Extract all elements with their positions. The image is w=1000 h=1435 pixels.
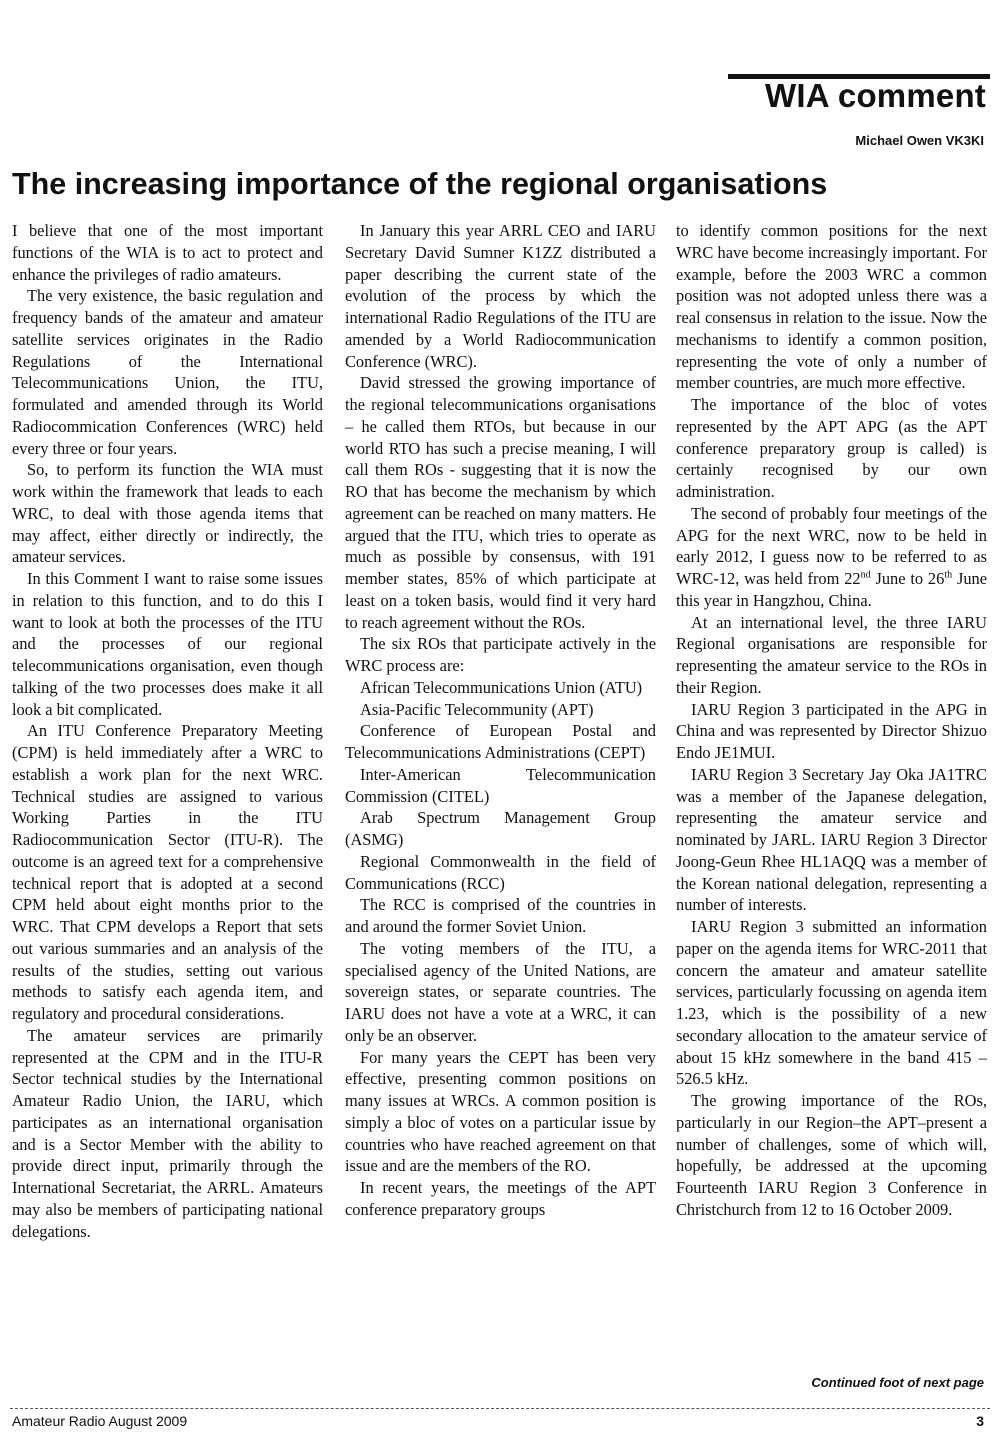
paragraph: The importance of the bloc of votes represented by the APT APG (as the APT conference preparatory group is called) is certainly recognised by our own administration. — [676, 395, 987, 501]
column-2 — [345, 220, 656, 1221]
paragraph: The voting members of the ITU, a specialised agency of the United Nations, are sovereign states, or separate countries. The IARU does not have a vote at a WRC, it can only be an observer. — [345, 938, 656, 1045]
footer-publication: Amateur Radio August 2009 — [12, 1413, 188, 1429]
text-run: June this year in Hangzhou, China. — [676, 569, 987, 610]
paragraph: The six ROs that participate actively in the WRC process are: — [345, 634, 656, 675]
paragraph: The growing importance of the ROs, particularly in our Region–the APT–present a number of challenges, some of which will, hopefully, be addressed at the upcoming Fourteenth IARU Region 3 Conference in Christchurch from 12 to 16 October 2009. — [676, 1091, 987, 1219]
ro-list-item: Inter-American Telecommunication Commission (CITEL) — [345, 764, 656, 806]
ro-list-item: African Telecommunications Union (ATU) — [360, 677, 643, 697]
ro-list-item: Asia-Pacific Telecommunity (APT) — [360, 699, 594, 719]
column-3 — [676, 220, 987, 1221]
paragraph: IARU Region 3 Secretary Jay Oka JA1TRC was a member of the Japanese delegation, representing the amateur service and nominated by JARL. IARU Region 3 Director Joong-Geun Rhee HL1AQQ was a member of the Korean national delegation, representing a number of interests. — [676, 764, 987, 915]
column-1 — [12, 220, 323, 1242]
ordinal-suffix: th — [944, 569, 953, 581]
paragraph: So, to perform its function the WIA must work within the framework that leads to each WRC, to deal with those agenda items that may affect, either directly or indirectly, the amateur services. — [12, 460, 323, 567]
paragraph: For many years the CEPT has been very effective, presenting common positions on many issues at WRCs. A common position is simply a bloc of votes on a particular issue by countries who have reached agreement on that issue and are the members of the RO. — [345, 1047, 656, 1176]
paragraph: IARU Region 3 submitted an information paper on the agenda items for WRC-2011 that concern the amateur and amateur satellite services, particularly focussing on agenda item 1.23, which is the possibility of a new secondary allocation to the amateur service of about 15 kHz somewhere in the band 415 – 526.5 kHz. — [676, 917, 987, 1089]
page-number: 3 — [976, 1413, 984, 1429]
paragraph: An ITU Conference Preparatory Meeting (CPM) is held immediately after a WRC to establish a work plan for the next WRC. Technical studies are assigned to various Working Parties in the ITU Radiocommunication Sector (ITU-R). The outcome is an agreed text for a comprehensive technical report that is adopted at a second CPM held about eight months prior to the WRC. That CPM develops a Report that sets out various summaries and an analysis of the results of the studies, setting out various methods to satisfy each agenda item, and regulatory and procedural considerations. — [12, 721, 323, 1023]
paragraph: David stressed the growing importance of the regional telecommunications organisations – he called them RTOs, but because in our world RTO has such a precise meaning, I will call them ROs - suggesting that it is now the RO that has become the mechanism by which agreement can be reached on many matters. He argued that the ITU, which tries to operate as much as possible by consensus, with 191 member states, 85% of which participate at least on a token basis, would find it very hard to reach agreement without the ROs. — [345, 373, 656, 632]
ro-list-item: Conference of European Postal and Telecommunications Administrations (CEPT) — [345, 721, 656, 762]
paragraph: In recent years, the meetings of the APT conference preparatory groups — [345, 1178, 656, 1219]
continued-note: Continued foot of next page — [811, 1375, 984, 1390]
text-run: June to 26 — [870, 569, 945, 588]
section-title: WIA comment — [765, 77, 986, 114]
paragraph: IARU Region 3 participated in the APG in China and was represented by Director Shizuo Endo JE1MUI. — [676, 699, 987, 762]
paragraph: In January this year ARRL CEO and IARU Secretary David Sumner K1ZZ distributed a paper describing the current state of the evolution of the process by which the international Radio Regulations of the ITU are amended by a World Radiocommunication Conference (WRC). — [345, 221, 656, 371]
paragraph: The very existence, the basic regulation and frequency bands of the amateur and amateur satellite services originates in the Radio Regulations of the International Telecommunications Union, the ITU, formulated and amended through its World Radiocommication Conferences (WRC) held every three or four years. — [12, 286, 323, 458]
paragraph: The RCC is comprised of the countries in and around the former Soviet Union. — [345, 895, 656, 936]
paragraph: to identify common positions for the next WRC have become increasingly important. For example, before the 2003 WRC a common position was not adopted unless there was a real consensus in relation to the issue. Now the mechanisms to identify a common position, representing the vote of only a number of member countries, are much more effective. — [676, 221, 987, 393]
author-byline: Michael Owen VK3KI — [855, 133, 984, 148]
footer-rule — [10, 1408, 990, 1409]
ro-list-item: Regional Commonwealth in the field of Communications (RCC) — [345, 851, 656, 893]
paragraph: The amateur services are primarily represented at the CPM and in the ITU-R Sector technical studies by the International Amateur Radio Union, the IARU, which participates as an international organisation and is a Sector Member with the ability to provide direct input, primarily through the International Secretariat, the ARRL. Amateurs may also be members of participating national delegations. — [12, 1025, 323, 1241]
paragraph: At an international level, the three IARU Regional organisations are responsible for representing the amateur service to the ROs in their Region. — [676, 612, 987, 697]
text-run: The second of probably four meetings of the APG for the next WRC, now to be held in early 2012, I guess now to be referred to as WRC-12, was held from 22 — [676, 503, 987, 588]
paragraph — [676, 503, 987, 612]
paragraph: I believe that one of the most important functions of the WIA is to act to protect and enhance the privileges of radio amateurs. — [12, 221, 323, 284]
ro-list-item: Arab Spectrum Management Group (ASMG) — [345, 808, 656, 849]
ordinal-suffix: nd — [860, 569, 871, 581]
paragraph: In this Comment I want to raise some issues in relation to this function, and to do this I want to look at both the processes of the ITU and the processes of our regional telecommunications organisation, even though talking of the two processes does make it all look a bit complicated. — [12, 569, 323, 719]
article-headline: The increasing importance of the regional organisations — [12, 167, 828, 201]
